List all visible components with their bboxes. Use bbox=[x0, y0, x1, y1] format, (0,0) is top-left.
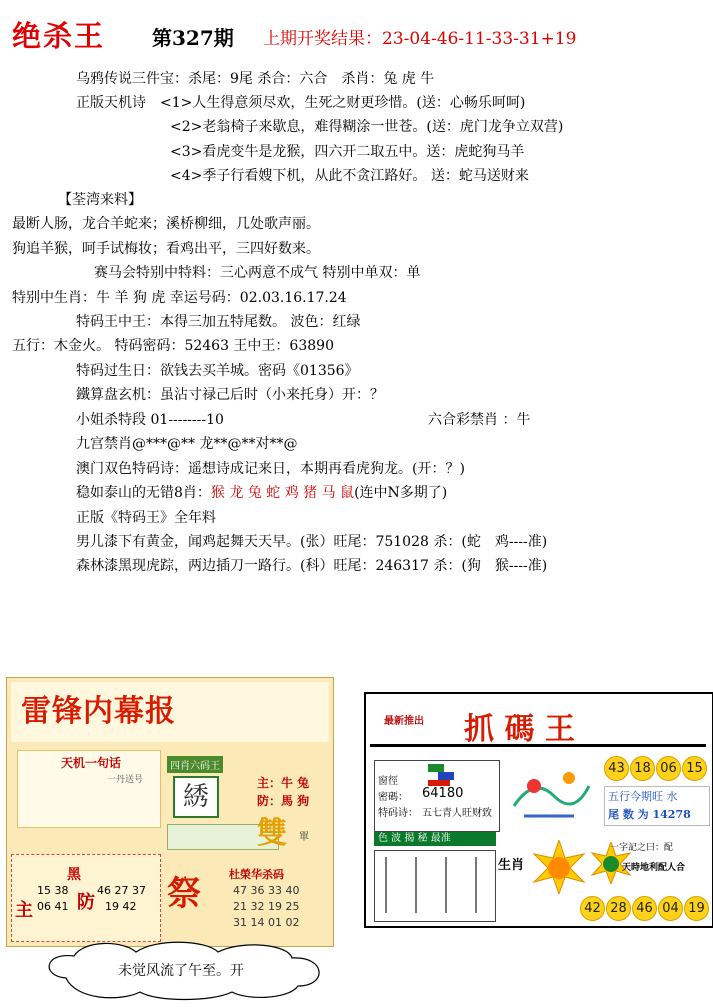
left-nums-b: 06 41 bbox=[37, 900, 69, 913]
left-shuang: 雙 bbox=[257, 816, 287, 851]
right-shengxiao: 生肖 bbox=[498, 858, 525, 873]
left-fang2: 防 bbox=[77, 892, 95, 913]
left-poem-title: 天机一句话 bbox=[61, 756, 122, 770]
right-weishu: 尾 数 为 14278 bbox=[608, 808, 691, 821]
right-tag: 最新推出 bbox=[384, 716, 424, 727]
line-18 bbox=[76, 484, 447, 502]
right-ball-top-2: 18 bbox=[630, 756, 655, 781]
left-bottom-title: 杜榮华杀码 bbox=[229, 868, 284, 881]
page-title: 绝杀王 bbox=[12, 19, 106, 53]
right-ball-top-4: 15 bbox=[682, 756, 707, 781]
left-newspaper-image bbox=[6, 677, 334, 947]
left-poem-sub: 一丹送号 bbox=[107, 775, 144, 785]
line-8: 狗追羊猴，呵手试梅妆；看鸡出平，三四好数来。 bbox=[12, 241, 320, 257]
left-fang: 防：馬 狗 bbox=[257, 794, 310, 808]
left-big-char-icon: 祭 bbox=[167, 874, 201, 914]
line-4: <3>看虎变牛是龙猴，四六开二取五中。送：虎蛇狗马羊 bbox=[170, 144, 525, 160]
line-6: 【荃湾来料】 bbox=[58, 192, 142, 208]
left-kill-row-3: 31 14 01 02 bbox=[233, 916, 300, 929]
line-18-note: (连中N多期了) bbox=[354, 485, 448, 501]
line-16: 九宫禁肖@***@** 龙**@**对**@ bbox=[76, 436, 298, 452]
line-14: 鐵算盘玄机：虽沾寸禄己后时（小来托身）开：？ bbox=[76, 387, 384, 403]
left-zhu2: 主 bbox=[15, 900, 33, 921]
left-dan: 單 bbox=[299, 832, 309, 843]
line-19: 正版《特码王》全年料 bbox=[76, 510, 216, 526]
right-tiandi: 天時地利配人合 bbox=[622, 863, 686, 873]
right-ball-bottom-2: 28 bbox=[606, 896, 631, 921]
left-center-char: 綉 bbox=[173, 776, 219, 818]
line-9: 赛马会特别中特料：三心两意不成气 特别中单双：单 bbox=[94, 265, 421, 281]
right-wuxing: 五行今期旺 水 bbox=[608, 790, 678, 803]
line-17: 澳门双色特码诗：遥想诗成记来日，本期再看虎狗龙。(开：？) bbox=[76, 461, 465, 477]
right-secret-label-a: 窗徑 bbox=[378, 776, 398, 787]
right-ball-top-3: 06 bbox=[656, 756, 681, 781]
right-ball-bottom-3: 46 bbox=[632, 896, 657, 921]
left-zhu: 主：牛 兔 bbox=[257, 776, 310, 790]
left-nums-a: 15 38 bbox=[37, 884, 69, 897]
right-ball-top-1: 43 bbox=[604, 756, 629, 781]
left-nums-c: 46 27 37 bbox=[97, 884, 146, 897]
right-bar: 色 波 揭 秘 最准 bbox=[374, 832, 496, 846]
last-result: 上期开奖结果：23-04-46-11-33-31+19 bbox=[263, 29, 577, 49]
line-5: <4>季子行看嫂下机，从此不贪江路好。 送：蛇马送财来 bbox=[170, 168, 529, 184]
line-1: 乌鸦传说三件宝：杀尾：9尾 杀合：六合 杀肖：兔 虎 牛 bbox=[76, 71, 435, 87]
right-grid-box bbox=[374, 850, 496, 922]
right-logo-icon bbox=[428, 764, 458, 786]
right-pei: 一字記之曰：配 bbox=[610, 843, 674, 853]
right-poem-label: 特码诗： bbox=[378, 808, 418, 819]
left-hu-label: 黑 bbox=[67, 867, 81, 883]
line-7: 最断人肠，龙合羊蛇来；溪桥柳细，几处歌声丽。 bbox=[12, 216, 320, 232]
right-illustration-icon bbox=[504, 756, 596, 826]
line-3: <2>老翁椅子来歇息，难得糊涂一世苍。(送：虎门龙争立双营) bbox=[170, 119, 564, 135]
left-caption: 未觉风流了午至。开 bbox=[118, 963, 244, 979]
left-kill-row-1: 47 36 33 40 bbox=[233, 884, 300, 897]
line-13: 特码过生日：欲钱去买羊城。密码《01356》 bbox=[76, 363, 359, 379]
line-18-label: 稳如泰山的无错8肖： bbox=[76, 485, 211, 501]
issue-number: 第327期 bbox=[152, 26, 234, 50]
line-20: 男儿漆下有黄金，闻鸡起舞天天早。(张）旺尾：751028 杀：(蛇 鸡----准) bbox=[76, 534, 548, 550]
line-15a: 小姐杀特段 01--------10 bbox=[76, 412, 224, 428]
line-12: 五行：木金火。 特码密码：52463 王中王：63890 bbox=[12, 338, 334, 354]
right-title: 抓 碼 王 bbox=[464, 712, 575, 747]
right-poem-value: 五七青人旺财致 bbox=[422, 808, 492, 819]
right-sun-icon bbox=[532, 840, 586, 894]
line-18-zodiacs: 猴 龙 兔 蛇 鸡 猪 马 鼠 bbox=[210, 485, 355, 501]
line-15b: 六合彩禁肖 ：牛 bbox=[428, 412, 531, 428]
right-secret-label: 密碼： bbox=[378, 792, 408, 803]
left-label-top: 四肖六码王 bbox=[167, 756, 223, 773]
line-21: 森林漆黑现虎踪，两边插刀一路行。(科）旺尾：246317 杀：(狗 猴----准) bbox=[76, 558, 548, 574]
left-title: 雷锋内幕报 bbox=[21, 694, 176, 729]
right-ball-bottom-1: 42 bbox=[580, 896, 605, 921]
line-11: 特码王中王：本得三加五特尾数。 波色：红绿 bbox=[76, 314, 361, 330]
right-secret-value: 64180 bbox=[422, 786, 464, 801]
left-nums-d: 19 42 bbox=[105, 900, 137, 913]
left-kill-row-2: 21 32 19 25 bbox=[233, 900, 300, 913]
right-ball-bottom-5: 19 bbox=[684, 896, 709, 921]
right-ball-bottom-4: 04 bbox=[658, 896, 683, 921]
line-2: 正版天机诗 <1>人生得意须尽欢，生死之财更珍惜。(送：心畅乐呵呵) bbox=[76, 95, 526, 111]
line-10: 特别中生肖：牛 羊 狗 虎 幸运号码：02.03.16.17.24 bbox=[12, 290, 347, 306]
right-newspaper-image bbox=[364, 692, 713, 928]
